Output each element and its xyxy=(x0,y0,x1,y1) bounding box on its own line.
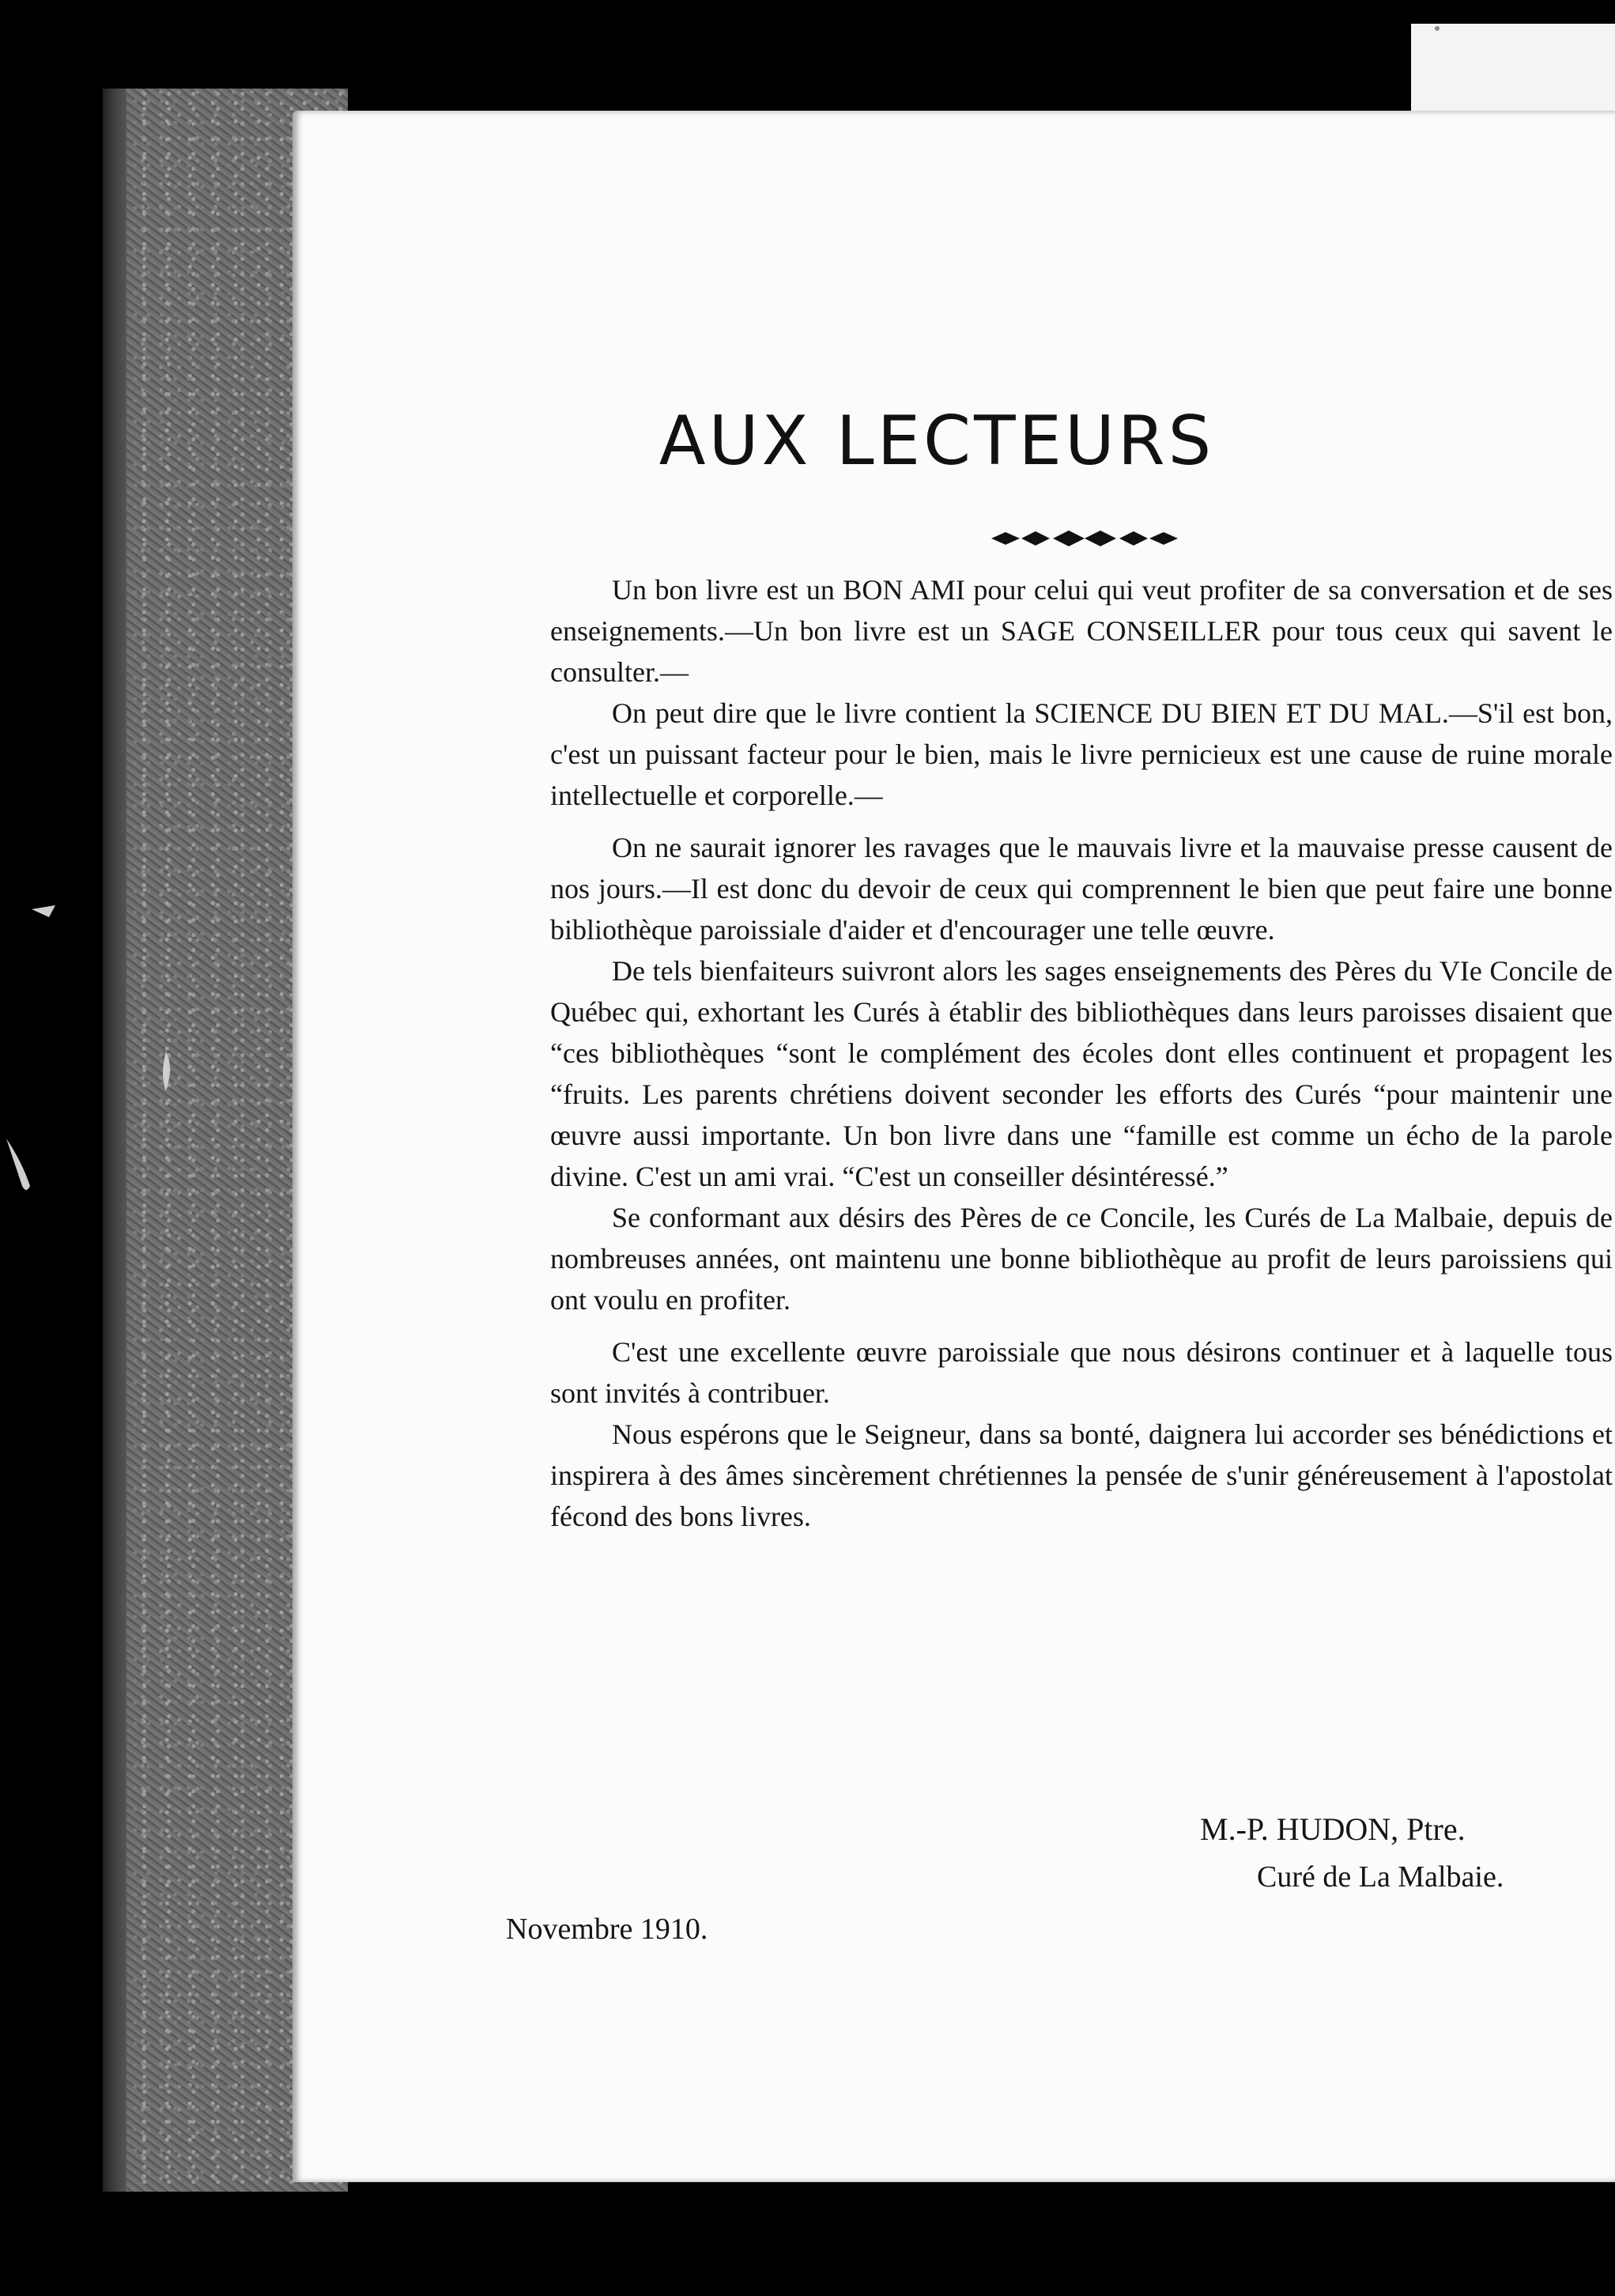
paragraph-6: C'est une excellente œuvre paroissiale que nous désirons continuer et à laquelle tous sont invités à contribuer. xyxy=(550,1336,1613,1409)
paragraph-4: De tels bienfaiteurs suivront alors les sages enseignements des Pères du VIe Concile de Québec qui, exhortant les Curés à établir des bibliothèques dans leurs paroisses disaient que “ces bibliothèques “sont le complément des écoles dont elles continuent et propagent les “fruits. Les parents chrétiens doivent seconder les efforts des Curés “pour maintenir une œuvre aussi importante. Un bon livre dans une “famille est comme un écho de la parole divine. C'est un ami vrai. “C'est un conseiller désintéressé.” xyxy=(550,955,1613,1192)
page-title: AUX LECTEURS xyxy=(658,402,1215,481)
body-text xyxy=(550,569,1613,1537)
paragraph-5: Se conformant aux désirs des Pères de ce Concile, les Curés de La Malbaie, depuis de nombreuses années, ont maintenu une bonne bibliothèque au profit de leurs paroissiens qui ont voulu en profiter. xyxy=(550,1202,1613,1316)
letter-date: Novembre 1910. xyxy=(506,1913,708,1946)
book-cover-edge xyxy=(103,89,126,2192)
paragraph-7: Nous espérons que le Seigneur, dans sa bonté, daignera lui accorder ses bénédictions et inspirera à des âmes sincèrement chrétiennes la pensée de s'unir généreusement à l'apostolat fécond des bons livres. xyxy=(550,1418,1613,1532)
paragraph-2: On peut dire que le livre contient la SCIENCE DU BIEN ET DU MAL.—S'il est bon, c'est un puissant facteur pour le bien, mais le livre pernicieux est une cause de ruine morale intellectuelle et corporelle.— xyxy=(550,697,1613,811)
signature-name: M.-P. HUDON, Ptre. xyxy=(1200,1811,1466,1847)
paragraph-3: On ne saurait ignorer les ravages que le mauvais livre et la mauvaise presse causent de nos jours.—Il est donc du devoir de ceux qui comprennent le bien que peut faire une bonne bibliothèque paroissiale d'aider et d'encourager une telle œuvre. xyxy=(550,832,1613,946)
paragraph-1: Un bon livre est un BON AMI pour celui qui veut profiter de sa conversation et de ses enseignements.—Un bon livre est un SAGE CONSEILLER pour tous ceux qui savent le consulter.— xyxy=(550,574,1613,688)
title-ornament xyxy=(990,528,1179,549)
signature-title: Curé de La Malbaie. xyxy=(1257,1860,1504,1894)
